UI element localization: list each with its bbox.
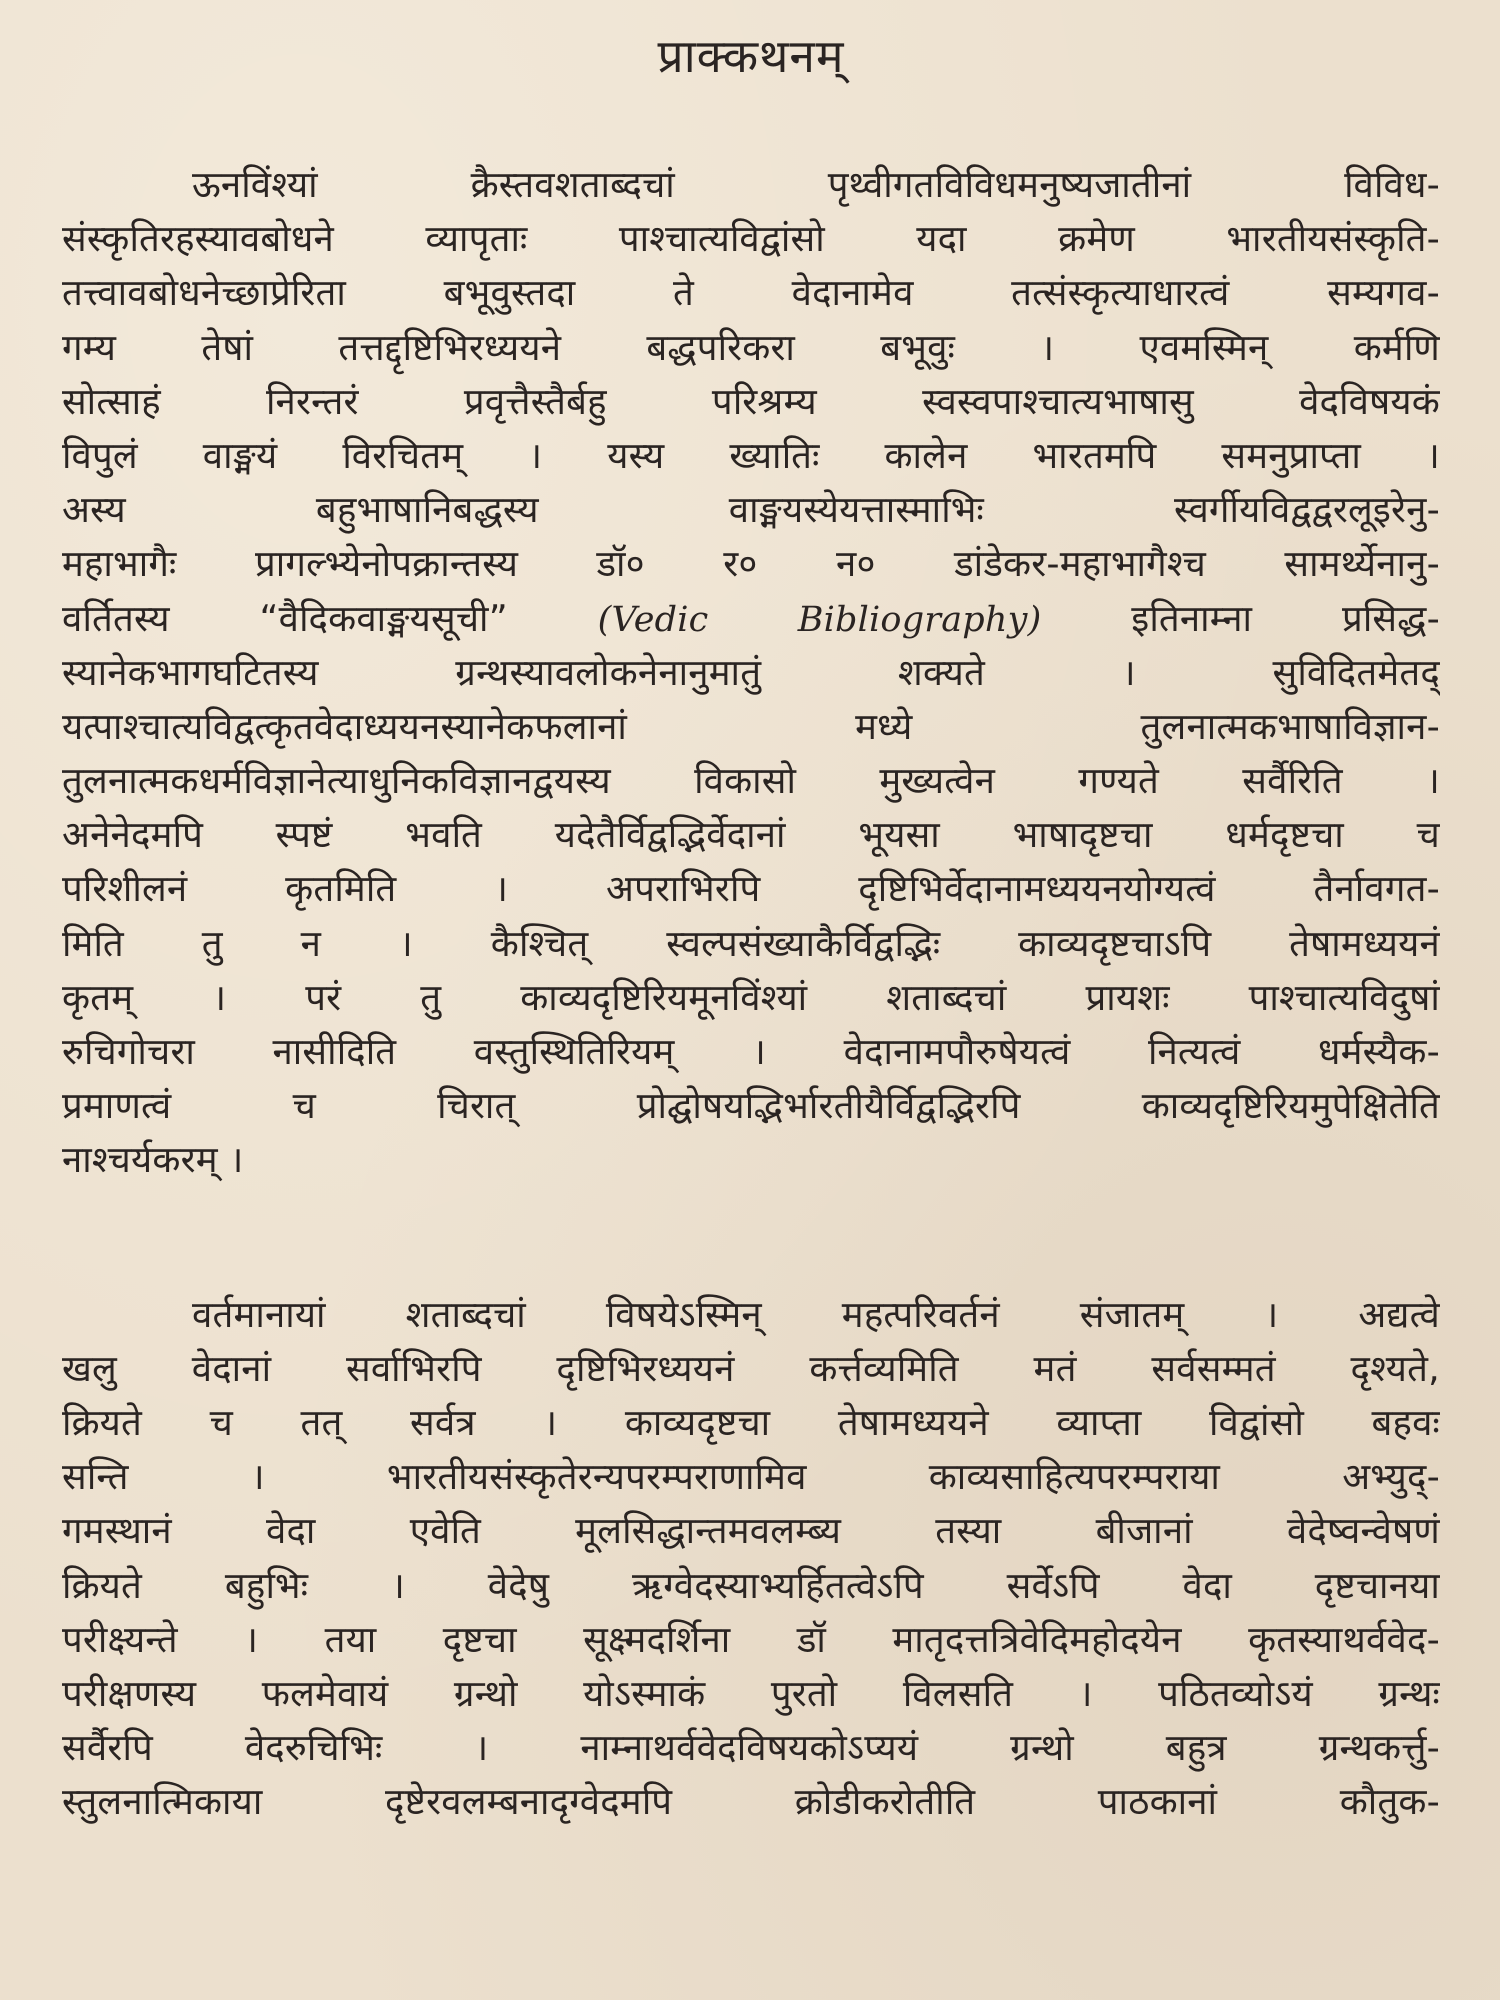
- text-line: संस्कृतिरहस्यावबोधने व्यापृताः पाश्चात्यविद्वांसो यदा क्रमेण भारतीयसंस्कृति-: [62, 217, 1440, 261]
- text-line: स्तुलनात्मिकाया दृष्टेरवलम्बनादृग्वेदमपि क्रोडीकरोतीति पाठकानां कौतुक-: [62, 1780, 1440, 1824]
- text-line: नाश्चर्यकरम् ।: [62, 1138, 244, 1182]
- text-line: तुलनात्मकधर्मविज्ञानेत्याधुनिकविज्ञानद्वयस्य विकासो मुख्यत्वेन गण्यते सर्वैरिति ।: [62, 759, 1440, 803]
- text-line: अस्य बहुभाषानिबद्धस्य वाङ्मयस्येयत्तास्माभिः स्वर्गीयविद्वद्वरलूइरेनु-: [62, 488, 1440, 532]
- text-line: प्रमाणत्वं च चिरात् प्रोद्घोषयद्भिर्भारतीयैर्विद्वद्भिरपि काव्यदृष्टिरियमुपेक्षितेति: [62, 1084, 1440, 1128]
- text-line: परीक्ष्यन्ते । तया दृष्टचा सूक्ष्मदर्शिना डॉ मातृदत्तत्रिवेदिमहोदयेन कृतस्याथर्ववेद-: [62, 1617, 1440, 1661]
- page-title: प्राक्कथनम्: [657, 29, 845, 83]
- text-line: सन्ति । भारतीयसंस्कृतेरन्यपरम्पराणामिव काव्यसाहित्यपरम्पराया अभ्युद्-: [62, 1455, 1440, 1499]
- text-segment: इतिनाम्ना प्रसिद्ध-: [1131, 596, 1440, 640]
- text-line: रुचिगोचरा नासीदिति वस्तुस्थितिरियम् । वेदानामपौरुषेयत्वं नित्यत्वं धर्मस्यैक-: [62, 1030, 1440, 1073]
- paragraph-1: [62, 158, 1440, 1188]
- text-line: विपुलं वाङ्मयं विरचितम् । यस्य ख्यातिः कालेन भारतमपि समनुप्राप्ता ।: [62, 433, 1440, 477]
- text-line: गम्य तेषां तत्तद्दृष्टिभिरध्ययने बद्धपरिकरा बभूवुः । एवमस्मिन् कर्मणि: [62, 325, 1440, 369]
- text-line: क्रियते च तत् सर्वत्र । काव्यदृष्टचा तेषामध्ययने व्याप्ता विद्वांसो बहवः: [62, 1400, 1440, 1444]
- text-line: [62, 592, 1440, 646]
- text-line: परीक्षणस्य फलमेवायं ग्रन्थो योऽस्माकं पुरतो विलसति । पठितव्योऽयं ग्रन्थः: [62, 1671, 1440, 1715]
- text-line: तत्त्वावबोधनेच्छाप्रेरिता बभूवुस्तदा ते वेदानामेव तत्संस्कृत्याधारत्वं सम्यगव-: [62, 271, 1440, 315]
- paragraph-2: [62, 1288, 1440, 1830]
- text-line: महाभागैः प्रागल्भ्येनोपक्रान्तस्य डॉ० र० न० डांडेकर-महाभागैश्च सामर्थ्येनानु-: [62, 542, 1440, 586]
- text-line: यत्पाश्चात्यविद्वत्कृतवेदाध्ययनस्यानेकफलानां मध्ये तुलनात्मकभाषाविज्ञान-: [62, 704, 1440, 748]
- text-line: कृतम् । परं तु काव्यदृष्टिरियमूनविंश्यां शताब्दचां प्रायशः पाश्चात्यविदुषां: [62, 975, 1440, 1019]
- text-line: अनेनेदमपि स्पष्टं भवति यदेतैर्विद्वद्भिर्वेदानां भूयसा भाषादृष्टचा धर्मदृष्टचा च: [62, 813, 1440, 857]
- text-line: क्रियते बहुभिः । वेदेषु ऋग्वेदस्याभ्यर्हितत्वेऽपि सर्वेऽपि वेदा दृष्टचानया: [62, 1563, 1440, 1607]
- text-line: खलु वेदानां सर्वाभिरपि दृष्टिभिरध्ययनं कर्त्तव्यमिति मतं सर्वसम्मतं दृश्यते,: [62, 1346, 1440, 1390]
- text-line: वर्तमानायां शताब्दचां विषयेऽस्मिन् महत्परिवर्तनं संजातम् । अद्यत्वे: [192, 1292, 1440, 1336]
- text-segment: वर्तितस्य “वैदिकवाङ्मयसूची”: [62, 596, 508, 640]
- text-line: गमस्थानं वेदा एवेति मूलसिद्धान्तमवलम्ब्य तस्या बीजानां वेदेष्वन्वेषणं: [62, 1509, 1440, 1553]
- text-line: मिति तु न । कैश्चित् स्वल्पसंख्याकैर्विद्वद्भिः काव्यदृष्टचाऽपि तेषामध्ययनं: [62, 921, 1440, 965]
- english-title: (Vedic Bibliography): [597, 599, 1042, 640]
- text-line: परिशीलनं कृतमिति । अपराभिरपि दृष्टिभिर्वेदानामध्ययनयोग्यत्वं तैर्नावगत-: [62, 867, 1440, 911]
- text-line: स्यानेकभागघटितस्य ग्रन्थस्यावलोकनेनानुमातुं शक्यते । सुविदितमेतद्: [62, 650, 1440, 694]
- text-line: सोत्साहं निरन्तरं प्रवृत्तैस्तैर्बहु परिश्रम्य स्वस्वपाश्चात्यभाषासु वेदविषयकं: [62, 379, 1440, 423]
- paragraph-gap: [62, 1188, 1440, 1288]
- text-line: सर्वैरपि वेदरुचिभिः । नाम्नाथर्ववेदविषयकोऽप्ययं ग्रन्थो बहुत्र ग्रन्थकर्त्तु-: [62, 1726, 1440, 1770]
- text-line: ऊनविंश्यां क्रैस्तवशताब्दचां पृथ्वीगतविविधमनुष्यजातीनां विविध-: [192, 163, 1440, 206]
